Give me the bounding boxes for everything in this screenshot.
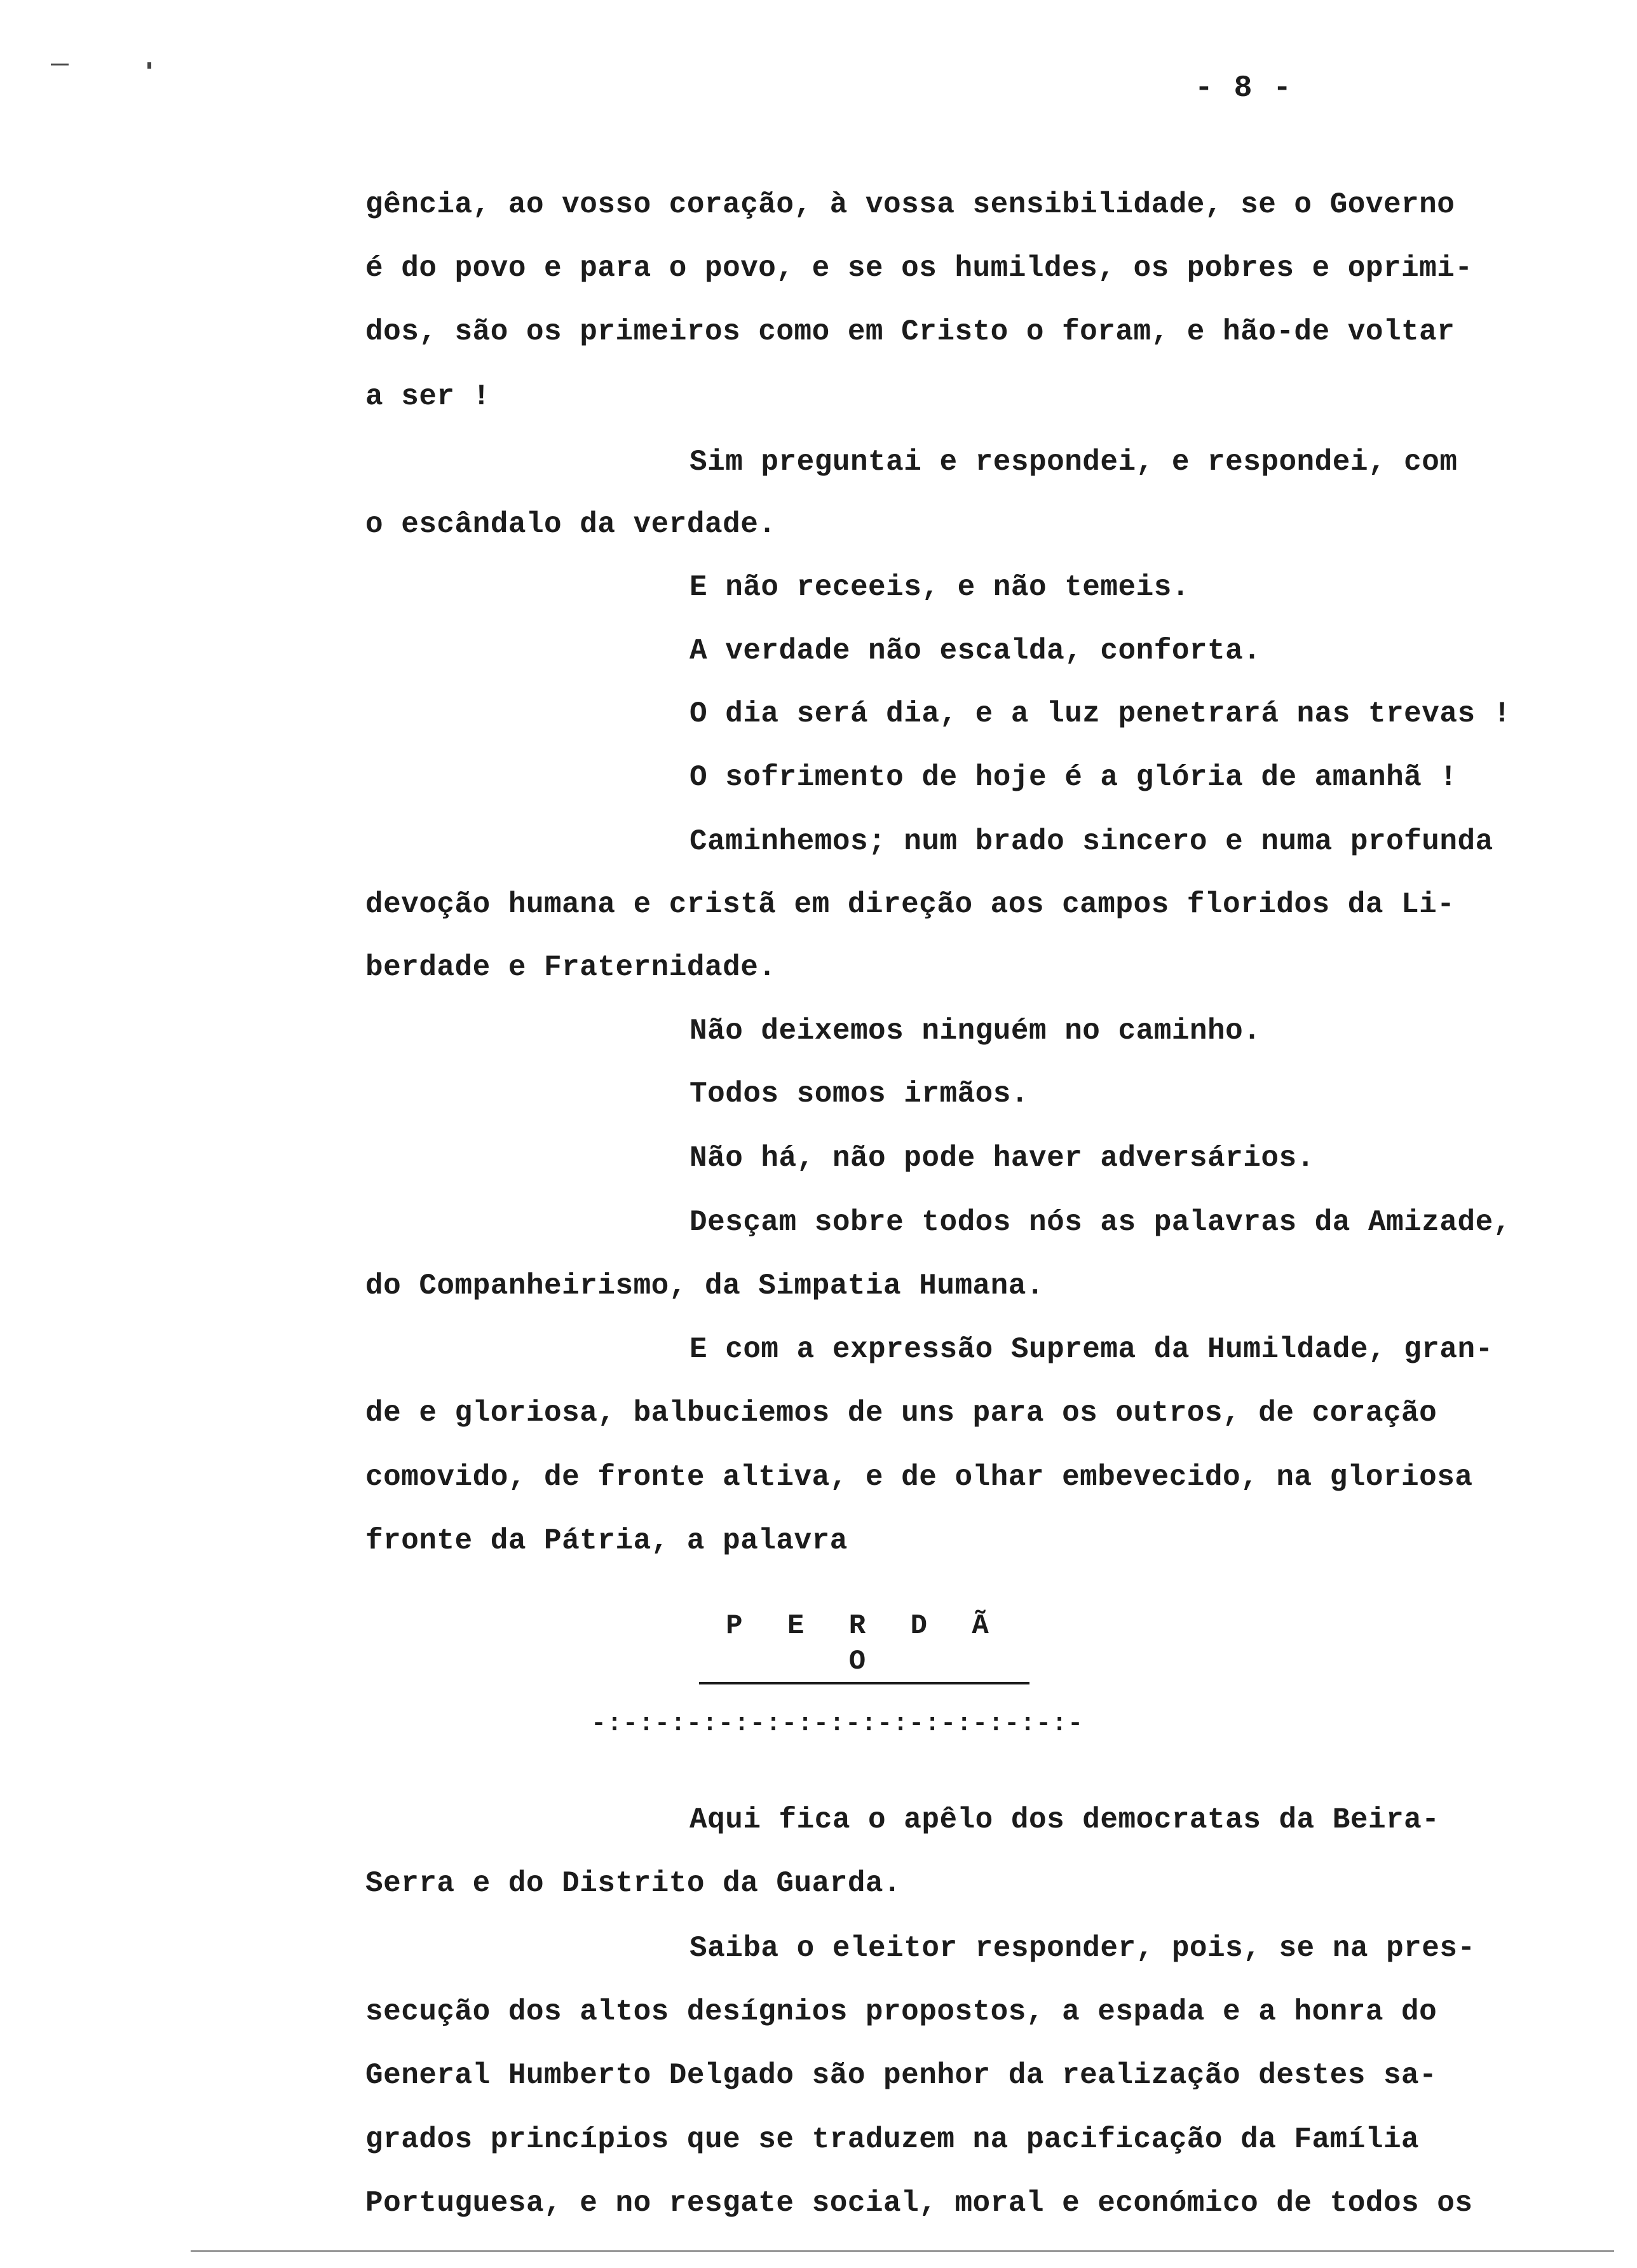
text-line: do Companheirismo, da Simpatia Humana. — [365, 1269, 1044, 1302]
text-line: Todos somos irmãos. — [689, 1077, 1029, 1110]
text-line: é do povo e para o povo, e se os humildes, os pobres e oprimi- — [365, 252, 1473, 285]
text-line: grados princípios que se traduzem na pacificação da Família — [365, 2123, 1420, 2156]
text-line: de e gloriosa, balbuciemos de uns para os outros, de coração — [365, 1397, 1437, 1430]
scan-edge-rule — [191, 2250, 1614, 2252]
text-line: comovido, de fronte altiva, e de olhar embevecido, na gloriosa — [365, 1461, 1473, 1494]
text-line: berdade e Fraternidade. — [365, 951, 777, 984]
text-line: O sofrimento de hoje é a glória de amanhã ! — [689, 761, 1458, 794]
text-line: o escândalo da verdade. — [365, 508, 777, 541]
text-line: Sim preguntai e respondei, e respondei, com — [689, 446, 1458, 479]
scan-mark — [51, 64, 69, 65]
text-line: O dia será dia, e a luz penetrará nas trevas ! — [689, 697, 1511, 730]
scan-mark — [147, 62, 151, 69]
text-line: Portuguesa, e no resgate social, moral e económico de todos os — [365, 2187, 1473, 2220]
text-line: Não há, não pode haver adversários. — [689, 1142, 1315, 1175]
text-line: A verdade não escalda, conforta. — [689, 634, 1261, 667]
text-line: gência, ao vosso coração, à vossa sensibilidade, se o Governo — [365, 188, 1455, 221]
text-line: secução dos altos desígnios propostos, a espada e a honra do — [365, 1995, 1437, 2028]
text-line: Desçam sobre todos nós as palavras da Amizade, — [689, 1206, 1511, 1239]
text-line: devoção humana e cristã em direção aos campos floridos da Li- — [365, 888, 1455, 921]
text-line: E não receeis, e não temeis. — [689, 571, 1190, 604]
text-line: Serra e do Distrito da Guarda. — [365, 1867, 902, 1900]
text-line: E com a expressão Suprema da Humildade, gran- — [689, 1333, 1493, 1366]
text-line: Aqui fica o apêlo dos democratas da Beira- — [689, 1803, 1440, 1836]
text-line: Saiba o eleitor responder, pois, se na pres- — [689, 1932, 1476, 1965]
separator-line: -:-:-:-:-:-:-:-:-:-:-:-:-:-:-:- — [591, 1710, 1084, 1739]
text-line: Caminhemos; num brado sincero e numa profunda — [689, 825, 1493, 858]
text-line: dos, são os primeiros como em Cristo o foram, e hão-de voltar — [365, 315, 1455, 348]
section-title: P E R D Ã O — [699, 1608, 1029, 1684]
text-line: Não deixemos ninguém no caminho. — [689, 1014, 1261, 1048]
text-line: a ser ! — [365, 380, 491, 413]
page-number: - 8 - — [1195, 71, 1293, 106]
text-line: General Humberto Delgado são penhor da realização destes sa- — [365, 2059, 1437, 2092]
text-line: fronte da Pátria, a palavra — [365, 1524, 848, 1557]
